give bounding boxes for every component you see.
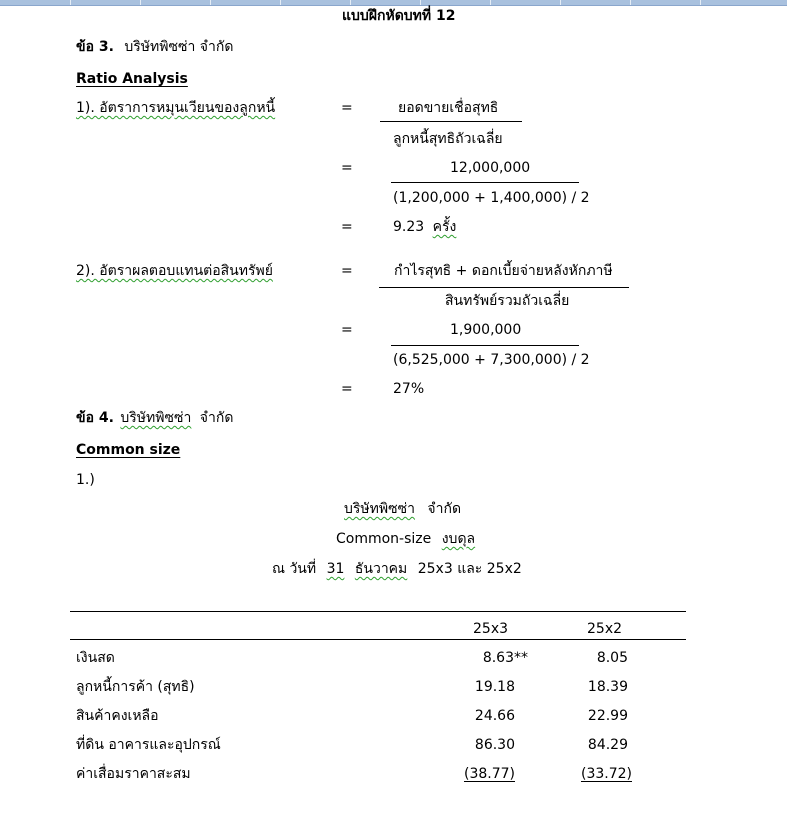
statement-title-en: Common-size [336, 531, 432, 547]
ratio2-eq-2: = [341, 322, 353, 338]
statement-date-month: ธันวาคม [354, 561, 408, 577]
statement-date-years: 25x3 และ 25x2 [417, 561, 522, 577]
ratio2-result: 27% [393, 381, 425, 397]
statement-date-day: 31 [326, 561, 345, 577]
statement-title-th: งบดุล [441, 531, 476, 547]
q3-heading [76, 38, 233, 56]
ratio1-fraction-line [380, 121, 522, 122]
row-label: ที่ดิน อาคารและอุปกรณ์ [76, 737, 221, 753]
ratio2-eq-1: = [341, 263, 353, 279]
ratio1-result [393, 218, 456, 236]
statement-company-name: บริษัทพิซซ่า [344, 501, 415, 517]
ratio2-den-value: (6,525,000 + 7,300,000) / 2 [393, 352, 590, 368]
ratio2-fraction-line [379, 287, 629, 288]
statement-date [272, 560, 522, 578]
table-top-border [70, 611, 686, 612]
table-header-border [70, 639, 686, 640]
statement-company [344, 500, 461, 518]
row-value-25x3: 24.66 [474, 708, 515, 724]
ratio1-numerator: ยอดขายเชื่อสุทธิ [398, 100, 499, 116]
ratio2-eq-3: = [341, 381, 353, 397]
ratio1-eq-2: = [341, 160, 353, 176]
row-value-25x3: (38.77) [463, 766, 515, 782]
ratio2-denominator: สินทรัพย์รวมถัวเฉลี่ย [445, 293, 570, 309]
statement-title [336, 530, 475, 548]
row-value-25x2: 22.99 [587, 708, 628, 724]
ratio2-value-fraction-line [391, 345, 579, 346]
ratio1-label: 1). อัตราการหมุนเวียนของลูกหนี้ [76, 100, 276, 116]
ratio1-den-value: (1,200,000 + 1,400,000) / 2 [393, 190, 590, 206]
row-label: ค่าเสื่อมราคาสะสม [76, 766, 191, 782]
ratio1-result-value: 9.23 [393, 219, 425, 235]
ruler-bar [0, 0, 787, 6]
ratio2-num-value: 1,900,000 [450, 322, 522, 338]
ratio2-label: 2). อัตราผลตอบแทนต่อสินทรัพย์ [76, 263, 273, 279]
ratio1-result-unit: ครั้ง [432, 219, 457, 235]
row-label: สินค้าคงเหลือ [76, 708, 159, 724]
row-value-25x3: 86.30 [474, 737, 515, 753]
q4-item-number: 1.) [76, 472, 95, 488]
statement-company-suffix: จำกัด [427, 501, 462, 517]
ratio2-numerator: กำไรสุทธิ + ดอกเบี้ยจ่ายหลังหักภาษี [394, 263, 613, 279]
row-label: เงินสด [76, 650, 115, 666]
row-value-25x2: 8.05 [596, 650, 628, 666]
row-value-25x2: 84.29 [587, 737, 628, 753]
row-label: ลูกหนี้การค้า (สุทธิ) [76, 679, 195, 695]
ratio1-num-value: 12,000,000 [450, 160, 531, 176]
q3-number: ข้อ 3. [76, 39, 114, 55]
row-value-25x2: 18.39 [587, 679, 628, 695]
col-header-25x2: 25x2 [587, 621, 623, 637]
statement-date-prefix: ณ วันที่ [272, 561, 317, 577]
q4-number: ข้อ 4. [76, 410, 114, 426]
row-value-25x2: (33.72) [580, 766, 632, 782]
q3-section-title: Ratio Analysis [76, 71, 188, 87]
ratio1-eq-3: = [341, 219, 353, 235]
q4-section-title: Common size [76, 442, 181, 458]
q4-company: บริษัทพิซซ่า [120, 410, 192, 426]
col-header-25x3: 25x3 [473, 621, 509, 637]
ratio1-value-fraction-line [391, 182, 579, 183]
ratio1-denominator: ลูกหนี้สุทธิถัวเฉลี่ย [393, 131, 503, 147]
page-title: แบบฝึกหัดบทที่ 12 [342, 8, 456, 24]
row-value-25x3: 19.18 [474, 679, 515, 695]
ratio1-eq-1: = [341, 100, 353, 116]
q4-company-suffix: จำกัด [199, 410, 234, 426]
row-value-25x3: 8.63** [482, 650, 528, 666]
q4-heading [76, 409, 233, 427]
q3-company: บริษัทพิซซ่า จำกัด [124, 39, 234, 55]
